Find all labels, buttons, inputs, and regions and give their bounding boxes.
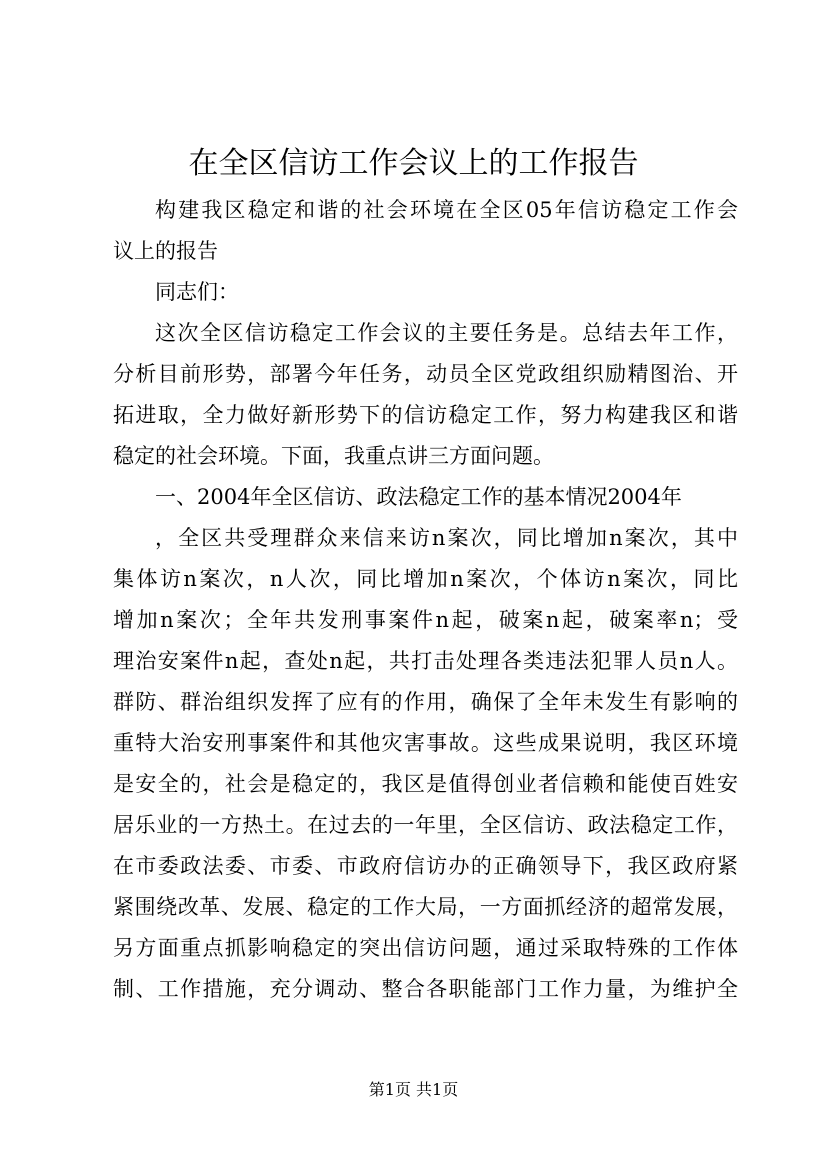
paragraph-line: 是安全的，社会是稳定的，我区是值得创业者信赖和能使百姓安 (113, 772, 738, 796)
paragraph-line: 另方面重点抓影响稳定的突出信访问题，通过采取特殊的工作体 (113, 936, 738, 960)
paragraph-line: 制、工作措施，充分调动、整合各职能部门工作力量，为维护全 (113, 977, 738, 1001)
paragraph-line: 构建我区稳定和谐的社会环境在全区05年信访稳定工作会 (155, 198, 738, 222)
paragraph-line: 议上的报告 (113, 239, 218, 263)
paragraph-line: 一、2004年全区信访、政法稳定工作的基本情况2004年 (155, 485, 682, 509)
paragraph-line: 重特大治安刑事案件和其他灾害事故。这些成果说明，我区环境 (113, 731, 738, 755)
document-body (113, 190, 738, 1010)
paragraph-line: 集体访n案次，n人次，同比增加n案次，个体访n案次，同比 (113, 567, 738, 591)
paragraph-line: 群防、群治组织发挥了应有的作用，确保了全年未发生有影响的 (113, 690, 738, 714)
paragraph-line: 这次全区信访稳定工作会议的主要任务是。总结去年工作， (155, 321, 738, 345)
paragraph-line: 稳定的社会环境。下面，我重点讲三方面问题。 (113, 444, 554, 468)
paragraph-line: ，全区共受理群众来信来访n案次，同比增加n案次，其中 (155, 526, 738, 550)
document-title: 在全区信访工作会议上的工作报告 (188, 146, 639, 181)
paragraph-line: 理治安案件n起，查处n起，共打击处理各类违法犯罪人员n人。 (113, 649, 738, 673)
paragraph-line: 增加n案次；全年共发刑事案件n起，破案n起，破案率n；受 (113, 608, 738, 632)
paragraph-line: 拓进取，全力做好新形势下的信访稳定工作，努力构建我区和谐 (113, 403, 738, 427)
paragraph-line: 在市委政法委、市委、市政府信访办的正确领导下，我区政府紧 (113, 854, 738, 878)
paragraph-line: 同志们： (155, 280, 239, 304)
page-number: 第1页 共1页 (368, 1080, 459, 1099)
paragraph-line: 分析目前形势，部署今年任务，动员全区党政组织励精图治、开 (113, 362, 738, 386)
paragraph-line: 紧围绕改革、发展、稳定的工作大局，一方面抓经济的超常发展， (113, 895, 738, 919)
paragraph-line: 居乐业的一方热土。在过去的一年里，全区信访、政法稳定工作， (113, 813, 738, 837)
